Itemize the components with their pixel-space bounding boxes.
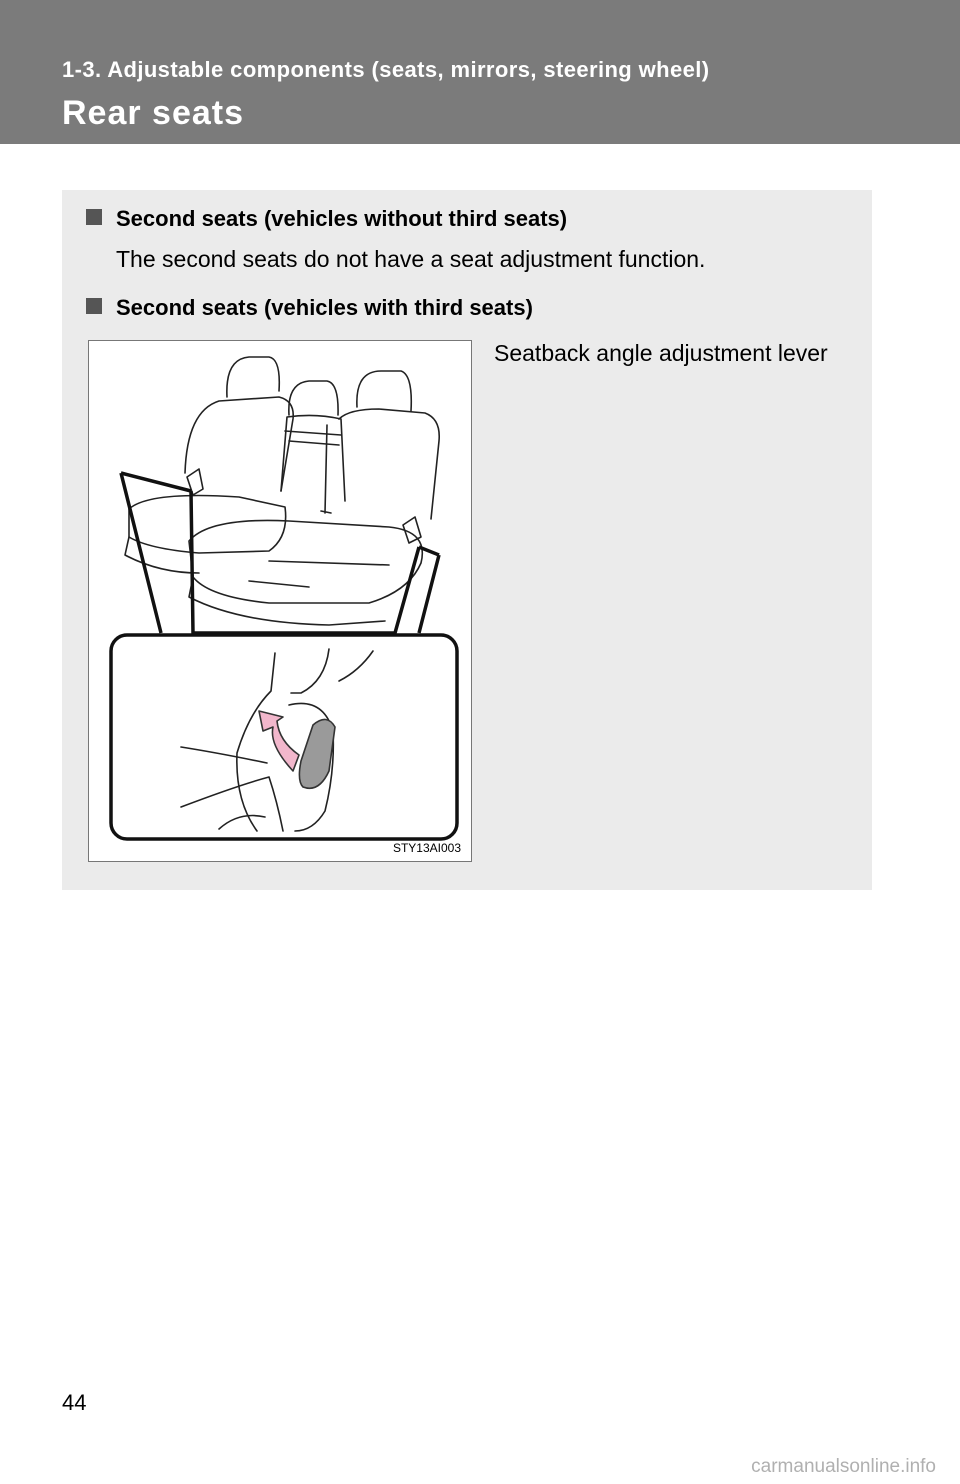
seat-illustration <box>88 340 472 862</box>
right-headrest <box>357 371 411 411</box>
item-heading-text: Second seats (vehicles without third seats) <box>116 206 568 231</box>
illustration-code: STY13AI003 <box>392 841 461 855</box>
seatback-lever <box>299 719 335 788</box>
square-bullet-icon <box>86 209 102 225</box>
detail-frame <box>111 635 457 839</box>
square-bullet-icon <box>86 298 102 314</box>
center-armrest-lines <box>285 431 341 445</box>
left-callout-lines <box>121 473 191 633</box>
page-number: 44 <box>62 1390 87 1415</box>
page-header <box>0 0 960 144</box>
rear-seat-drawing <box>89 341 471 861</box>
center-seatback <box>281 415 345 501</box>
item-heading-with-third-seats <box>86 295 533 321</box>
section-title: 1-3. Adjustable components (seats, mirrors, steering wheel) <box>62 57 710 82</box>
left-headrest <box>227 357 279 397</box>
center-headrest <box>289 381 338 415</box>
item-heading-without-third-seats <box>86 206 567 232</box>
right-seatback <box>339 409 439 519</box>
page-title: Rear seats <box>62 94 245 132</box>
cushion-seams <box>249 561 389 587</box>
watermark: carmanualsonline.info <box>751 1456 936 1477</box>
item-heading-text: Second seats (vehicles with third seats) <box>116 295 533 320</box>
lever-callout-text: Seatback angle adjustment lever <box>494 340 828 366</box>
left-cushion <box>129 496 286 554</box>
seat-belt <box>321 425 331 513</box>
content-panel <box>62 190 872 890</box>
item-description: The second seats do not have a seat adjustment function. <box>116 246 706 272</box>
